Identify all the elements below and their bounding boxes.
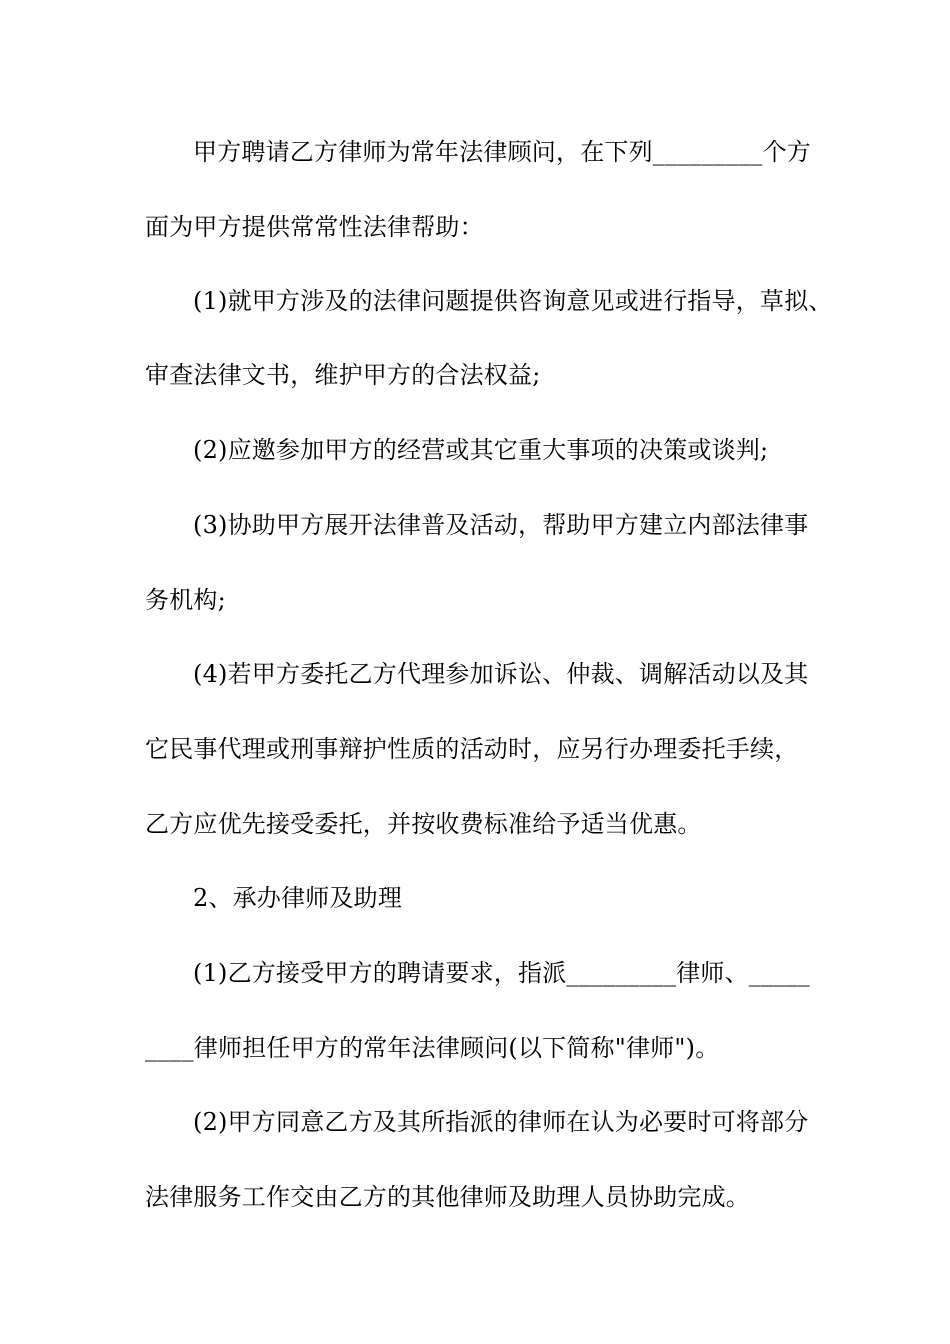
paragraph-line: (4)若甲方委托乙方代理参加诉讼、仲裁、调解活动以及其 [193, 660, 809, 688]
paragraph-line: ____律师担任甲方的常年法律顾问(以下简称"律师")。 [145, 1034, 720, 1062]
paragraph-line: 甲方聘请乙方律师为常年法律顾问，在下列_________个方 [193, 138, 811, 166]
paragraph-line: 务机构; [145, 586, 226, 614]
paragraph-line: (2)应邀参加甲方的经营或其它重大事项的决策或谈判; [193, 436, 769, 464]
paragraph-line: 它民事代理或刑事辩护性质的活动时，应另行办理委托手续， [145, 735, 799, 763]
paragraph-line: (1)乙方接受甲方的聘请要求，指派_________律师、_____ [193, 959, 810, 987]
paragraph-line: 乙方应优先接受委托，并按收费标准给予适当优惠。 [145, 810, 702, 838]
section-heading: 2、承办律师及助理 [193, 884, 403, 912]
paragraph-line: 面为甲方提供常常性法律帮助： [145, 213, 484, 241]
paragraph-line: (2)甲方同意乙方及其所指派的律师在认为必要时可将部分 [193, 1108, 809, 1136]
paragraph-line: 法律服务工作交由乙方的其他律师及助理人员协助完成。 [145, 1183, 750, 1211]
paragraph-line: (1)就甲方涉及的法律问题提供咨询意见或进行指导，草拟、 [193, 287, 833, 315]
paragraph-line: 审查法律文书，维护甲方的合法权益; [145, 361, 541, 389]
paragraph-line: (3)协助甲方展开法律普及活动，帮助甲方建立内部法律事 [193, 511, 809, 539]
